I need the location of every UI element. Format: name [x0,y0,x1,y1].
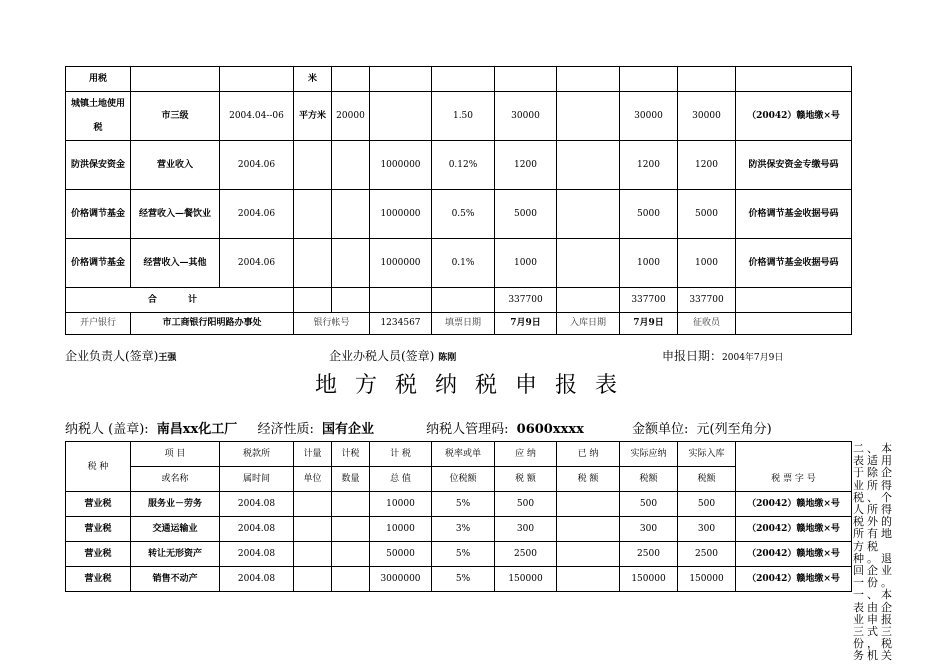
upper-tax-table [65,66,852,335]
date-value: 2004年7月9日 [722,353,784,363]
base-cell: 3000000 [370,567,432,592]
header-rate: 位税额 [432,467,495,492]
header-rate: 税率或单 [432,442,495,467]
qty-cell [332,239,370,288]
staff-label: 企业办税人员(签章) [329,349,435,363]
paid-cell [557,190,620,239]
due-cell: 1200 [495,141,557,190]
code-value: 0600xxxx [516,422,584,437]
unit-cell: 米 [294,67,332,92]
store-date-label: 入库日期 [557,313,620,335]
header-unit: 单位 [294,467,332,492]
actual-due-cell: 2500 [620,542,678,567]
actual-in-cell: 1000 [678,239,736,288]
due-cell: 30000 [495,92,557,141]
base-cell: 50000 [370,542,432,567]
due-cell: 150000 [495,567,557,592]
base-cell: 1000000 [370,190,432,239]
actual-due-cell: 1000 [620,239,678,288]
header-row [66,467,852,492]
actual-in-cell: 1200 [678,141,736,190]
due-cell: 500 [495,492,557,517]
ticket-cell: （20042）赣地缴×号 [736,492,852,517]
base-cell: 1000000 [370,239,432,288]
rate-cell: 1.50 [432,92,495,141]
ticket-cell: 价格调节基金收据号码 [736,239,852,288]
period-cell: 2004.08 [220,542,294,567]
tax-type-cell: 防洪保安资金 [66,141,131,190]
header-due: 税 额 [495,467,557,492]
header-actual-in: 实际入库 [678,442,736,467]
collector-label: 征收员 [678,313,736,335]
actual-due-cell [620,67,678,92]
ticket-cell [736,67,852,92]
account-label: 银行帐号 [294,313,370,335]
period-cell: 2004.06 [220,239,294,288]
period-cell: 2004.04--06 [220,92,294,141]
fill-date-value: 7月9日 [495,313,557,335]
period-cell [220,67,294,92]
unit-cell [294,190,332,239]
date-label: 申报日期： [662,349,723,363]
table-row [66,92,852,141]
ticket-cell: （20042）赣地缴×号 [736,567,852,592]
qty-cell [332,67,370,92]
lower-tax-table [65,441,852,592]
actual-in-cell: 300 [678,517,736,542]
head-signature [65,347,176,364]
bank-row [66,313,852,335]
header-tax: 税 种 [66,442,131,492]
table-row [66,141,852,190]
item-cell: 经营收入—餐饮业 [131,190,220,239]
item-cell [131,67,220,92]
ticket-cell: 价格调节基金收据号码 [736,190,852,239]
ticket-cell: （20042）赣地缴×号 [736,92,852,141]
tax-type-cell: 营业税 [66,517,131,542]
staff-signature [329,347,456,364]
actual-due-cell: 30000 [620,92,678,141]
table-row [66,190,852,239]
base-cell: 10000 [370,517,432,542]
page-title: 地方税纳税申报表 [314,373,635,398]
side-notes: 二、本表适用于除企业所得税、个人所得税外的所有地方税种。退回企业一份。一、本表由企业申报三式三份，税务机关 [853,442,895,663]
tax-type-cell: 用税 [66,67,131,92]
period-cell: 2004.08 [220,517,294,542]
total-label: 合 计 [66,288,294,313]
total-actual-due: 337700 [620,288,678,313]
unit-cell: 平方米 [294,92,332,141]
actual-due-cell: 500 [620,492,678,517]
header-due: 应 纳 [495,442,557,467]
declare-date [662,347,783,364]
ticket-cell: （20042）赣地缴×号 [736,517,852,542]
table-row [66,542,852,567]
paid-cell [557,239,620,288]
header-paid: 税 额 [557,467,620,492]
item-cell: 服务业－劳务 [131,492,220,517]
due-cell: 5000 [495,190,557,239]
head-label: 企业负责人(签章) [65,349,159,363]
taxpayer-info [65,418,776,437]
item-cell: 市三级 [131,92,220,141]
paid-cell [557,92,620,141]
rate-cell: 0.5% [432,190,495,239]
tax-type-cell: 营业税 [66,492,131,517]
actual-in-cell: 2500 [678,542,736,567]
bank-value: 市工商银行阳明路办事处 [131,313,294,335]
qty-cell [332,141,370,190]
nature-label: 经济性质: [257,422,314,437]
tax-type-cell: 营业税 [66,567,131,592]
actual-due-cell: 150000 [620,567,678,592]
unit-value: 元(列至角分) [696,422,772,437]
item-cell: 经营收入—其他 [131,239,220,288]
actual-due-cell: 5000 [620,190,678,239]
total-due: 337700 [495,288,557,313]
rate-cell: 3% [432,517,495,542]
total-actual-in: 337700 [678,288,736,313]
rate-cell: 0.1% [432,239,495,288]
head-name: 王强 [158,353,177,363]
header-period: 属时间 [220,467,294,492]
rate-cell: 5% [432,542,495,567]
paid-cell [557,67,620,92]
nature-value: 国有企业 [321,422,374,437]
actual-due-cell: 1200 [620,141,678,190]
unit-cell [294,141,332,190]
period-cell: 2004.06 [220,190,294,239]
header-actual-in: 税额 [678,467,736,492]
unit-cell [294,239,332,288]
account-value: 1234567 [370,313,432,335]
unit-label: 金额单位: [632,422,689,437]
actual-in-cell [678,67,736,92]
header-qty: 计税 [332,442,370,467]
qty-cell: 20000 [332,92,370,141]
base-cell: 1000000 [370,141,432,190]
taxpayer-label: 纳税人 (盖章): [65,422,149,437]
period-cell: 2004.06 [220,141,294,190]
rate-cell [432,67,495,92]
header-unit: 计量 [294,442,332,467]
actual-due-cell: 300 [620,517,678,542]
total-row [66,288,852,313]
base-cell: 10000 [370,492,432,517]
tax-type-cell: 营业税 [66,542,131,567]
due-cell: 300 [495,517,557,542]
base-cell [370,92,432,141]
actual-in-cell: 5000 [678,190,736,239]
header-item: 或名称 [131,467,220,492]
header-ticket: 税 票 字 号 [736,442,852,492]
due-cell: 2500 [495,542,557,567]
item-cell: 交通运输业 [131,517,220,542]
header-period: 税款所 [220,442,294,467]
due-cell: 1000 [495,239,557,288]
actual-in-cell: 150000 [678,567,736,592]
table-row [66,567,852,592]
base-cell [370,67,432,92]
code-label: 纳税人管理码: [426,422,509,437]
header-base: 总 值 [370,467,432,492]
qty-cell [332,190,370,239]
item-cell: 转让无形资产 [131,542,220,567]
item-cell: 销售不动产 [131,567,220,592]
tax-type-cell: 价格调节基金 [66,190,131,239]
header-item: 项 目 [131,442,220,467]
fill-date-label: 填票日期 [432,313,495,335]
store-date-value: 7月9日 [620,313,678,335]
header-row [66,442,852,467]
tax-type-cell: 城镇土地使用税 [66,92,131,141]
rate-cell: 5% [432,567,495,592]
period-cell: 2004.08 [220,492,294,517]
bank-label: 开户银行 [66,313,131,335]
table-row [66,67,852,92]
paid-cell [557,141,620,190]
item-cell: 营业收入 [131,141,220,190]
actual-in-cell: 500 [678,492,736,517]
staff-name: 陈刚 [438,353,457,363]
header-paid: 已 纳 [557,442,620,467]
ticket-cell: 防洪保安资金专缴号码 [736,141,852,190]
table-row [66,239,852,288]
due-cell [495,67,557,92]
actual-in-cell: 30000 [678,92,736,141]
header-base: 计 税 [370,442,432,467]
ticket-cell: （20042）赣地缴×号 [736,542,852,567]
rate-cell: 5% [432,492,495,517]
rate-cell: 0.12% [432,141,495,190]
header-actual-due: 税额 [620,467,678,492]
table-row [66,517,852,542]
table-row [66,492,852,517]
tax-type-cell: 价格调节基金 [66,239,131,288]
collector-value [736,313,852,335]
header-qty: 数量 [332,467,370,492]
taxpayer-value: 南昌xx化工厂 [156,422,238,437]
header-actual-due: 实际应纳 [620,442,678,467]
period-cell: 2004.08 [220,567,294,592]
